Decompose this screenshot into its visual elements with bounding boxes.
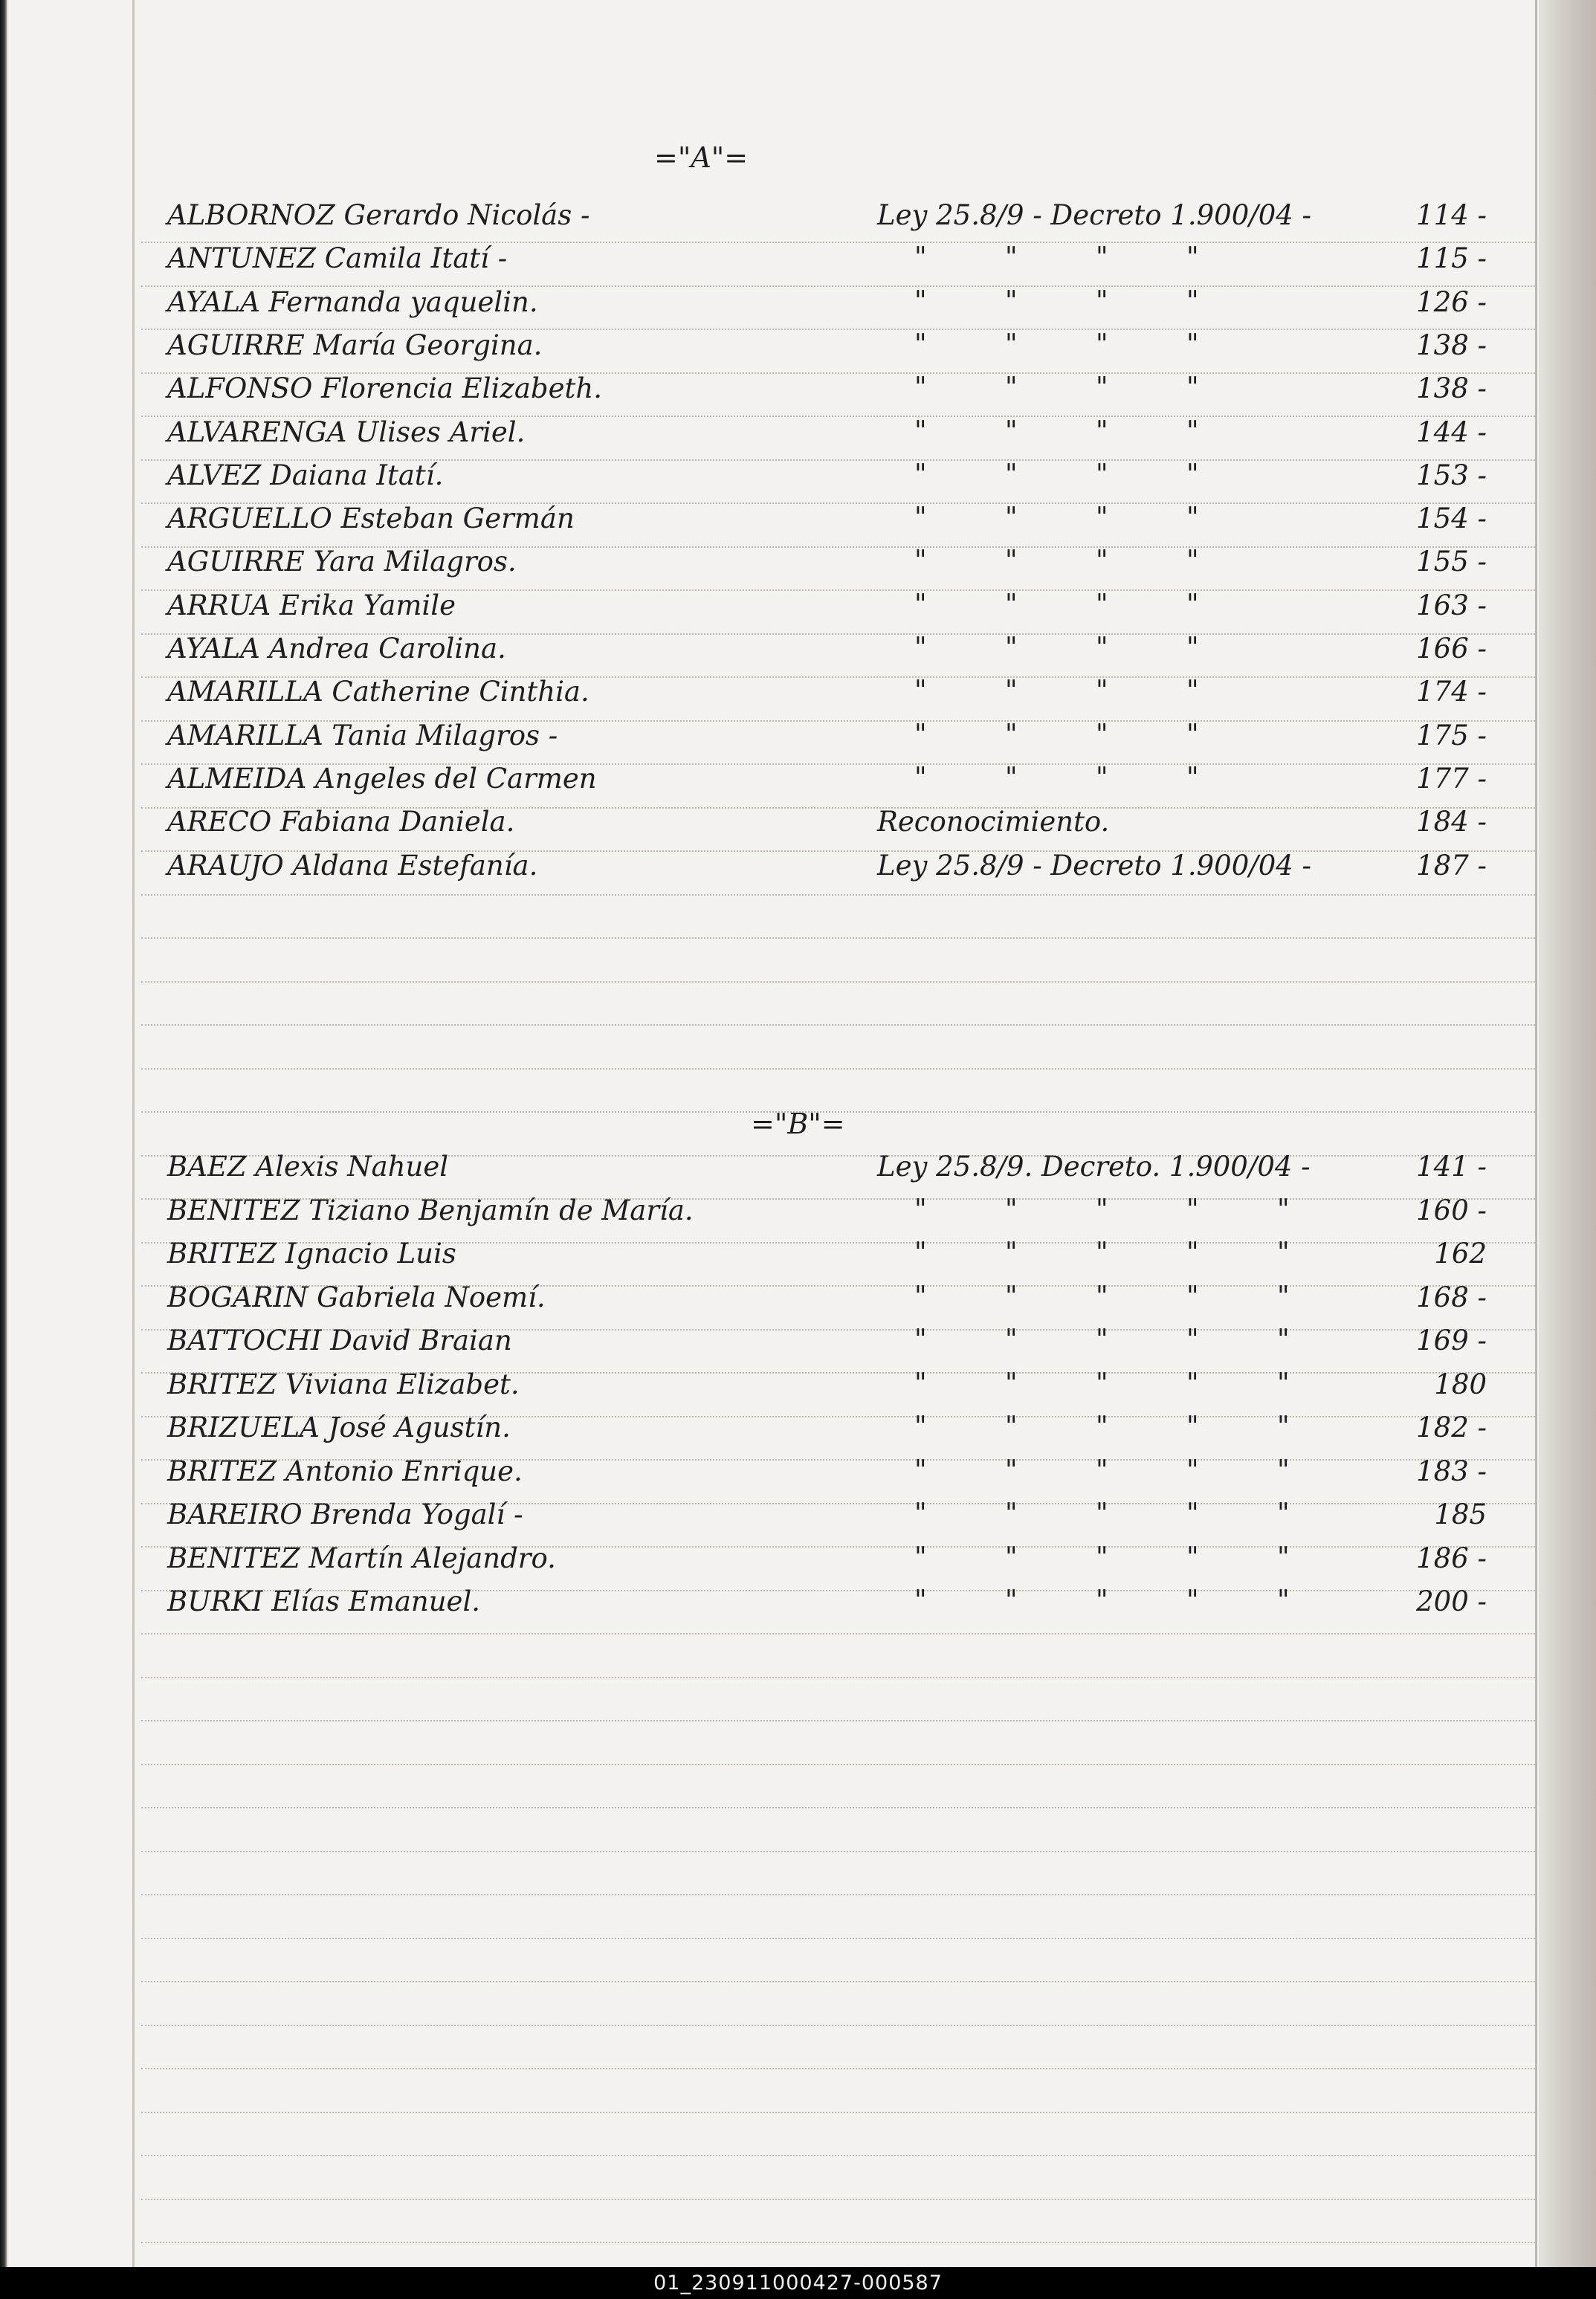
record-number: 177 -: [1416, 762, 1487, 795]
legal-basis: " " " " ": [914, 1585, 1291, 1616]
legal-basis: " " " ": [914, 546, 1201, 577]
record-number: 166 -: [1416, 633, 1487, 665]
record-number: 184 -: [1416, 806, 1487, 838]
ruled-line: [141, 2155, 1535, 2156]
person-name: AGUIRRE María Georgina.: [167, 329, 543, 361]
record-number: 114 -: [1416, 199, 1487, 231]
person-name: BATTOCHI David Braian: [167, 1325, 512, 1357]
ruled-line: [141, 2199, 1535, 2200]
record-number: 115 -: [1416, 242, 1487, 275]
ruled-line: [141, 894, 1535, 896]
record-number: 160 -: [1416, 1194, 1487, 1226]
legal-basis: " " " ": [914, 372, 1201, 404]
legal-basis: " " " ": [914, 719, 1201, 750]
person-name: ARGUELLO Esteban Germán: [167, 502, 575, 535]
ruled-line: [141, 2112, 1535, 2113]
record-number: 141 -: [1416, 1151, 1487, 1183]
legal-basis: " " " " ": [914, 1325, 1291, 1355]
record-number: 182 -: [1416, 1412, 1487, 1443]
person-name: AMARILLA Catherine Cinthia.: [167, 676, 589, 708]
record-number: 183 -: [1416, 1455, 1487, 1487]
record-number: 154 -: [1416, 502, 1487, 535]
legal-basis: " " " " ": [914, 1194, 1291, 1225]
person-name: BRITEZ Viviana Elizabet.: [167, 1368, 520, 1400]
record-number: 138 -: [1416, 372, 1487, 405]
legal-basis: Ley 25.8/9 - Decreto 1.900/04 -: [877, 199, 1312, 231]
legal-basis: " " " ": [914, 329, 1201, 360]
record-number: 175 -: [1416, 719, 1487, 751]
record-number: 186 -: [1416, 1542, 1487, 1574]
ruled-line: [141, 937, 1535, 939]
legal-basis: Ley 25.8/9. Decreto. 1.900/04 -: [877, 1151, 1311, 1183]
legal-basis: Ley 25.8/9 - Decreto 1.900/04 -: [877, 849, 1312, 882]
ruled-line: [141, 2025, 1535, 2026]
person-name: BENITEZ Martín Alejandro.: [167, 1542, 556, 1574]
ruled-line: [141, 981, 1535, 983]
ruled-line: [141, 1720, 1535, 1721]
binding-edge: [0, 0, 7, 2267]
person-name: AYALA Andrea Carolina.: [167, 633, 506, 665]
record-number: 200 -: [1416, 1585, 1487, 1617]
ruled-line: [141, 1851, 1535, 1852]
record-number: 163 -: [1416, 589, 1487, 621]
margin-line: [132, 0, 135, 2267]
ruled-line: [141, 2242, 1535, 2243]
person-name: ALVARENGA Ulises Ariel.: [167, 415, 526, 448]
legal-basis: " " " ": [914, 633, 1201, 663]
person-name: BRITEZ Ignacio Luis: [167, 1238, 456, 1270]
ruled-line: [141, 1938, 1535, 1939]
person-name: BRIZUELA José Agustín.: [167, 1412, 511, 1443]
person-name: BAEZ Alexis Nahuel: [167, 1151, 449, 1183]
record-number: 185: [1434, 1498, 1487, 1530]
person-name: AMARILLA Tania Milagros -: [167, 719, 558, 751]
legal-basis: " " " ": [914, 285, 1201, 317]
person-name: BENITEZ Tiziano Benjamín de María.: [167, 1194, 694, 1226]
page-edge: [1539, 0, 1596, 2267]
legal-basis: " " " ": [914, 459, 1201, 490]
ruled-line: [141, 2068, 1535, 2069]
ruled-line: [141, 1024, 1535, 1026]
legal-basis: " " " " ": [914, 1542, 1291, 1573]
person-name: ARRUA Erika Yamile: [167, 589, 456, 621]
legal-basis: " " " " ": [914, 1455, 1291, 1486]
section-b-title: ="B"=: [751, 1108, 845, 1140]
legal-basis: " " " " ": [914, 1238, 1291, 1268]
person-name: BAREIRO Brenda Yogalí -: [167, 1498, 523, 1530]
page-fold: [1535, 0, 1537, 2267]
ruled-line: [141, 1068, 1535, 1070]
ruled-line: [141, 1677, 1535, 1678]
person-name: AGUIRRE Yara Milagros.: [167, 546, 517, 578]
legal-basis: " " " " ": [914, 1281, 1291, 1312]
person-name: ALVEZ Daiana Itatí.: [167, 459, 444, 491]
person-name: ARAUJO Aldana Estefanía.: [167, 849, 538, 882]
legal-basis: " " " " ": [914, 1412, 1291, 1442]
record-number: 138 -: [1416, 329, 1487, 361]
legal-basis: " " " ": [914, 502, 1201, 534]
record-number: 144 -: [1416, 415, 1487, 448]
ruled-line: [141, 1807, 1535, 1808]
legal-basis: " " " " ": [914, 1368, 1291, 1399]
record-number: 126 -: [1416, 285, 1487, 318]
record-number: 168 -: [1416, 1281, 1487, 1313]
legal-basis: " " " ": [914, 415, 1201, 447]
person-name: BOGARIN Gabriela Noemí.: [167, 1281, 546, 1313]
legal-basis: " " " " ": [914, 1498, 1291, 1529]
person-name: ALMEIDA Angeles del Carmen: [167, 762, 597, 795]
person-name: AYALA Fernanda yaquelin.: [167, 285, 538, 318]
footer-caption: 01_230911000427-000587: [653, 2271, 943, 2295]
person-name: ARECO Fabiana Daniela.: [167, 806, 515, 838]
record-number: 162: [1434, 1238, 1487, 1270]
person-name: ALFONSO Florencia Elizabeth.: [167, 372, 602, 405]
ruled-line: [141, 1981, 1535, 1982]
ruled-line: [141, 1633, 1535, 1634]
person-name: ANTUNEZ Camila Itatí -: [167, 242, 508, 275]
legal-basis: Reconocimiento.: [877, 806, 1110, 838]
legal-basis: " " " ": [914, 762, 1201, 793]
legal-basis: " " " ": [914, 589, 1201, 620]
legal-basis: " " " ": [914, 242, 1201, 274]
record-number: 180: [1434, 1368, 1487, 1400]
ruled-line: [141, 1764, 1535, 1765]
person-name: BRITEZ Antonio Enrique.: [167, 1455, 523, 1487]
record-number: 169 -: [1416, 1325, 1487, 1357]
record-number: 174 -: [1416, 676, 1487, 708]
record-number: 187 -: [1416, 849, 1487, 882]
record-number: 155 -: [1416, 546, 1487, 578]
ruled-line: [141, 1894, 1535, 1895]
person-name: BURKI Elías Emanuel.: [167, 1585, 481, 1617]
record-number: 153 -: [1416, 459, 1487, 491]
section-a-title: ="A"=: [654, 141, 749, 174]
person-name: ALBORNOZ Gerardo Nicolás -: [167, 199, 590, 231]
legal-basis: " " " ": [914, 676, 1201, 707]
